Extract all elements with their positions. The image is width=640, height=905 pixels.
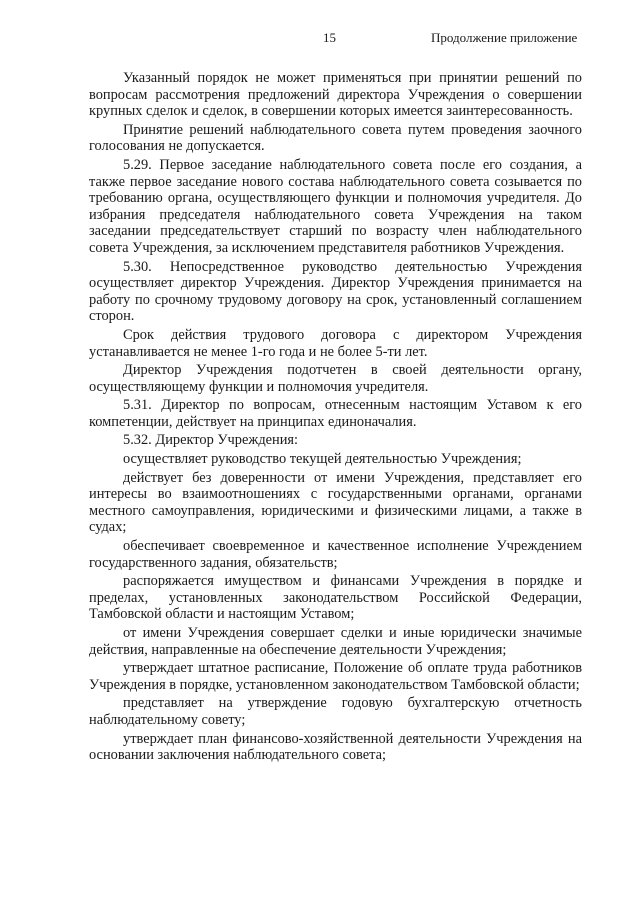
paragraph: 5.29. Первое заседание наблюдательного совета после его создания, а также первое заседание нового состава наблюдательного совета созывается по требованию органа, осуществляющего функции и полномочия учредителя. До избрания председателя наблюдательного совета Учреждения на таком заседании председательствует старший по возрасту член наблюдательного совета Учреждения, за исключением представителя работников Учреждения. [89,156,582,256]
list-item: утверждает штатное расписание, Положение об оплате труда работников Учреждения в порядке, установленном законодательством Тамбовской области; [89,660,582,693]
list-item: представляет на утверждение годовую бухгалтерскую отчетность наблюдательному совету; [89,695,582,728]
list-item: осуществляет руководство текущей деятельностью Учреждения; [123,451,522,468]
paragraph: Срок действия трудового договора с директором Учреждения устанавливается не менее 1-го года и не более 5-ти лет. [89,326,582,360]
paragraph: Принятие решений наблюдательного совета путем проведения заочного голосования не допускается. [89,121,582,155]
continuation-note: Продолжение приложение [431,30,578,45]
page-header [0,30,640,50]
paragraph: Директор Учреждения подотчетен в своей деятельности органу, осуществляющему функции и полномочия учредителя. [89,362,582,395]
paragraph: 5.32. Директор Учреждения: [123,432,299,449]
list-item: от имени Учреждения совершает сделки и иные юридически значимые действия, направленные на обеспечение деятельности Учреждения; [89,625,582,658]
paragraph: 5.31. Директор по вопросам, отнесенным настоящим Уставом к его компетенции, действует на принципах единоначалия. [89,397,582,430]
list-item: обеспечивает своевременное и качественное исполнение Учреждением государственного задания, обязательств; [89,538,582,571]
list-item: действует без доверенности от имени Учреждения, представляет его интересы во взаимоотношениях с государственными органами, органами местного самоуправления, юридическими и физическими лицами, а также в судах; [89,469,582,536]
list-item: распоряжается имуществом и финансами Учреждения в порядке и пределах, установленных законодательством Российской Федерации, Тамбовской области и настоящим Уставом; [89,573,582,623]
paragraph: 5.30. Непосредственное руководство деятельностью Учреждения осуществляет директор Учреждения. Директор Учреждения принимается на работу по срочному трудовому договору на срок, установленный соглашением сторон. [89,258,582,325]
page-number: 15 [323,30,336,45]
document-body [89,70,582,764]
list-item: утверждает план финансово-хозяйственной деятельности Учреждения на основании заключения наблюдательного совета; [89,730,582,764]
paragraph: Указанный порядок не может применяться при принятии решений по вопросам рассмотрения предложений директора Учреждения о совершении крупных сделок и сделок, в совершении которых имеется заинтересованность. [89,70,582,120]
